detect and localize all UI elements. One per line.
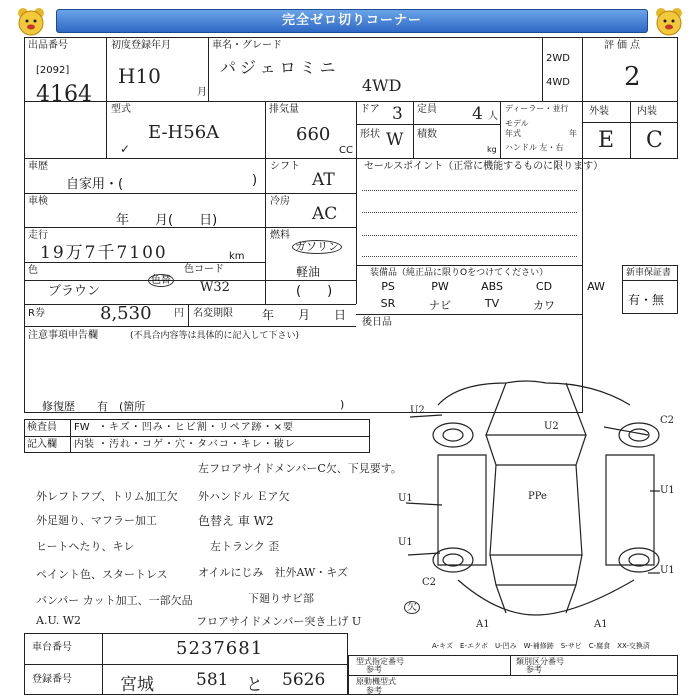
note-line-9: オイルにじみ 社外AW・キズ	[198, 566, 349, 579]
dealer-year-label: 年式	[505, 129, 521, 138]
aircon-value: AC	[312, 204, 338, 224]
color-value: ブラウン	[48, 284, 101, 299]
displacement-unit: CC	[339, 145, 353, 156]
equipment-label: 装備品（純正品に限りOをつけてください）	[370, 268, 549, 278]
repair-close: )	[340, 398, 345, 411]
first-reg-value: H10	[118, 64, 161, 88]
shape-label: 形状	[360, 129, 380, 140]
displacement-label: 排気量	[269, 104, 299, 115]
mark-u1-rear: U1	[660, 565, 675, 576]
checker-row-2: ・汚れ・コゲ・穴・タバコ・キレ・破レ	[98, 439, 296, 450]
drive-opt-4wd: 4WD	[546, 77, 570, 88]
recycle-unit: 円	[174, 308, 184, 319]
form-frame	[24, 37, 583, 413]
seats-label: 定員	[417, 104, 437, 115]
model-label: 型式	[111, 104, 131, 115]
registration-class: 581	[196, 670, 229, 690]
exterior-label: 外装	[589, 106, 609, 117]
history-label: 車歴	[28, 161, 48, 172]
shift-label: シフト	[270, 161, 300, 172]
doors-value: 3	[392, 104, 403, 124]
notes-label: 注意事項申告欄	[28, 330, 98, 341]
first-reg-label: 初度登録年月	[111, 40, 171, 51]
mark-missing: 欠	[404, 601, 420, 614]
car-damage-diagram	[398, 375, 694, 635]
equipment-row1-3: CD	[535, 280, 553, 293]
damage-legend: A-キズ E-エクボ U-凹み W-補修跡 S-サビ C-腐食 XX-交換済	[432, 642, 650, 650]
sales-points-label: セールスポイント（正常に機能するものに限ります）	[364, 161, 604, 172]
note-line-10: バンパー カット加工、一部欠品	[36, 594, 193, 607]
color-code: W32	[200, 280, 230, 295]
warranty-value: 有・無	[628, 293, 665, 307]
dealer-year-unit: 年	[569, 129, 577, 138]
ref-class-label: 類別区分番号	[516, 657, 564, 666]
mark-u2-center: U2	[544, 421, 559, 432]
note-line-4: 外足廻り、マフラー加工	[36, 514, 157, 527]
notes-sub: (不具合内容等は具体的に記入して下さい)	[130, 331, 300, 341]
lot-code: [2092]	[36, 65, 70, 76]
note-line-7: 左トランク 歪	[210, 540, 280, 553]
car-name: パジェロミニ	[220, 58, 340, 77]
fuel-label: 燃料	[270, 230, 290, 241]
ref-class-note: 参考	[526, 665, 542, 674]
registration-kana: と	[246, 675, 263, 695]
note-line-2: 外レフトフブ、トリム加工欠	[36, 490, 178, 503]
warranty-label: 新車保証書	[626, 268, 672, 278]
fuel-diesel: 軽油	[296, 265, 321, 279]
exterior-grade: E	[598, 128, 615, 153]
checker-row-1: ・キズ・凹み・ヒビ割・リペア跡・×要	[98, 422, 294, 433]
dealer-model-label: モデル	[505, 119, 529, 128]
name-change-label: 名変期限	[193, 308, 233, 319]
lot-number: 4164	[36, 82, 92, 107]
repair-history: 修復歴 有 (箇所	[42, 400, 146, 413]
back-items-label: 後日品	[362, 317, 392, 328]
recycle-label: R券	[28, 308, 45, 319]
inspection-date: 年 月( 日)	[116, 213, 218, 228]
page-title: 完全ゼロ切りコーナー	[56, 9, 648, 33]
equipment-row1-0: PS	[381, 280, 395, 293]
ref-type-label: 型式指定番号	[356, 657, 404, 666]
recycle-value: 8,530	[100, 303, 152, 324]
aircon-label: 冷房	[270, 196, 290, 207]
interior-grade: C	[646, 128, 663, 153]
history-close: )	[252, 173, 258, 188]
mark-c2-left: C2	[422, 577, 437, 588]
rating-value: 2	[624, 62, 641, 92]
load-unit: kg	[487, 145, 497, 154]
equipment-row2-0: SR	[380, 297, 396, 310]
color-code-label: 色コード	[184, 264, 224, 275]
shape-value: W	[386, 130, 404, 150]
drive-opt-2wd: 2WD	[546, 53, 570, 64]
mark-c2-right: C2	[660, 415, 675, 426]
ref-type-note: 参考	[366, 665, 382, 674]
mark-u1-lower: U1	[398, 537, 413, 548]
seats-unit: 人	[488, 111, 498, 122]
seats-value: 4	[472, 104, 483, 124]
displacement-value: 660	[296, 124, 331, 145]
mark-a1-left: A1	[476, 619, 490, 630]
note-line-12: A.U. W2	[36, 614, 81, 627]
chassis-label: 車台番号	[32, 642, 72, 653]
mileage-unit: km	[229, 251, 245, 262]
note-line-8: ペイント色、スタートレス	[36, 568, 168, 581]
model-value: E-H56A	[148, 122, 220, 143]
rating-label: 評価点	[604, 40, 643, 51]
mark-u1-right: U1	[660, 485, 675, 496]
note-line-3: 外ハンドル Ｅア欠	[198, 490, 290, 503]
color-label: 色	[28, 265, 38, 276]
checker-interior: 内装	[74, 439, 94, 450]
mileage-label: 走行	[28, 230, 48, 241]
mileage-value: 19万7千7100	[40, 243, 168, 263]
handle-label: ハンドル 左・右	[505, 143, 564, 152]
dealer-label: ディーラー・並行	[505, 104, 569, 113]
note-line-13: フロアサイドメンバー突き上げ U	[196, 615, 362, 628]
load-label: 積数	[417, 129, 437, 140]
color-changed: 色替	[148, 274, 174, 287]
checker-fw: FW	[74, 422, 90, 433]
ref-engine-note: 参考	[366, 686, 382, 695]
fuel-gasoline: ガソリン	[292, 240, 342, 254]
equipment-row-2	[362, 297, 580, 313]
equipment-row2-1: ナビ	[429, 299, 451, 312]
equipment-row2-2: TV	[484, 297, 500, 310]
equipment-row2-3: カワ	[533, 299, 555, 312]
entry-label: 記入欄	[27, 439, 57, 450]
inspection-label: 車検	[28, 196, 48, 207]
mark-u1-left: U1	[398, 493, 413, 504]
name-change-date: 年 月 日	[262, 308, 347, 322]
equipment-row1-2: ABS	[481, 280, 503, 293]
mark-a1-right: A1	[594, 619, 608, 630]
registration-label: 登録番号	[32, 674, 72, 685]
checker-label: 検査員	[27, 422, 57, 433]
check-mark: ✓	[120, 142, 131, 156]
history-value: 自家用・(	[66, 177, 124, 192]
drive-type: 4WD	[362, 76, 402, 95]
month-unit: 月	[197, 87, 207, 98]
bear-logo-left	[14, 5, 48, 39]
ref-engine-label: 原動機型式	[356, 677, 396, 686]
note-line-11: 下廻りサビ部	[248, 592, 314, 605]
note-line-5: 色替え 車 W2	[198, 514, 274, 528]
chassis-number: 5237681	[176, 638, 264, 659]
equipment-row1-1: PW	[431, 280, 449, 293]
car-name-label: 車名・グレード	[212, 40, 282, 51]
note-line-1: 左フロアサイドメンバーC欠、下見要す。	[198, 462, 402, 475]
equipment-row1-4: AW	[587, 280, 605, 293]
doors-label: ドア	[360, 104, 380, 115]
equipment-row-1	[362, 280, 620, 298]
bear-logo-right	[652, 5, 686, 39]
lot-label: 出品番号	[28, 40, 68, 51]
interior-label: 内装	[637, 106, 657, 117]
shift-value: AT	[312, 170, 335, 190]
registration-number: 5626	[282, 670, 326, 690]
mark-u2-left: U2	[410, 405, 425, 416]
mark-ppe: PPe	[528, 491, 547, 502]
registration-place: 宮城	[120, 675, 154, 695]
note-line-6: ヒートヘたり、キレ	[36, 540, 135, 553]
